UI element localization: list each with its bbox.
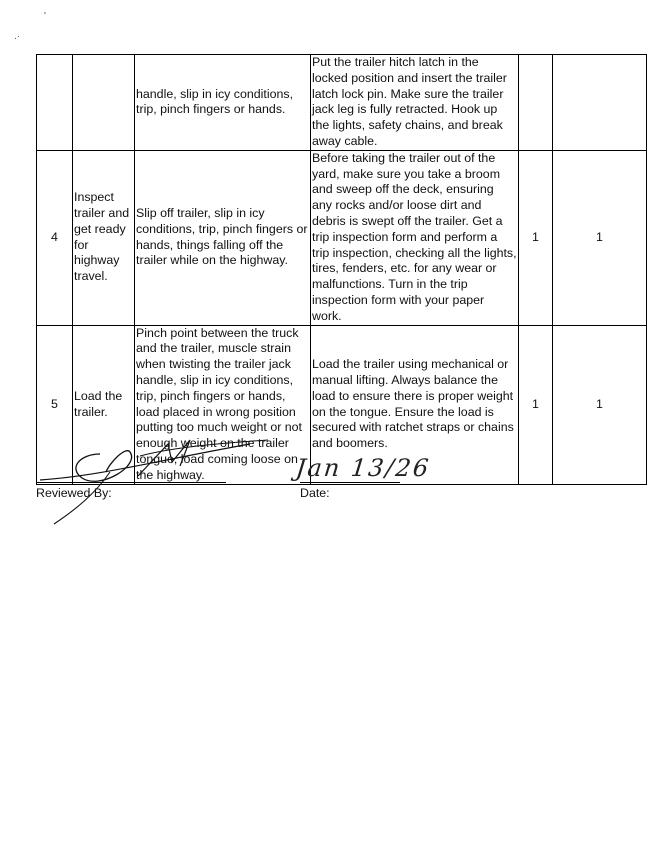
task-cell: Load the trailer.	[73, 325, 135, 484]
step-number-cell: 4	[37, 150, 73, 325]
controls-cell: Put the trailer hitch latch in the locked position and insert the trailer latch lock pin. Make sure the trailer jack leg is fully retracted. Hook up the lights, safety chains, and break away cable.	[311, 55, 519, 151]
scan-speck: '	[44, 11, 46, 22]
date-line	[300, 482, 400, 483]
hazards-cell: Slip off trailer, slip in icy conditions, trip, pinch fingers or hands, things falling off the trailer while on the highway.	[135, 150, 311, 325]
step-number-cell	[37, 55, 73, 151]
scan-speck: .·	[14, 31, 21, 42]
hazards-cell: handle, slip in icy conditions, trip, pinch fingers or hands.	[135, 55, 311, 151]
reviewed-by-label: Reviewed By:	[36, 486, 112, 500]
rating-cell	[519, 55, 553, 151]
controls-cell: Before taking the trailer out of the yard, make sure you take a broom and sweep off the deck, ensuring any rocks and/or loose dirt and debris is swept off the trailer. Get a trip inspection form and perform a trip inspection, checking all the lights, tires, fenders, etc. for any wear or malfunctions. Turn in the trip inspection form with your paper work.	[311, 150, 519, 325]
task-cell: Inspect trailer and get ready for highway travel.	[73, 150, 135, 325]
task-cell	[73, 55, 135, 151]
reviewed-by-line	[36, 482, 226, 483]
rating-cell: 1	[553, 325, 647, 484]
handwritten-date: Jan 13/26	[294, 454, 432, 482]
rating-cell: 1	[519, 325, 553, 484]
hazards-cell: Pinch point between the truck and the trailer, muscle strain when twisting the trailer jack handle, slip in icy conditions, trip, pinch fingers or hands, load placed in wrong position putting too much weight or not enough weight on the trailer tongue, load coming loose on the highway.	[135, 325, 311, 484]
rating-cell: 1	[553, 150, 647, 325]
table-row	[37, 150, 647, 325]
controls-cell: Load the trailer using mechanical or manual lifting. Always balance the load to ensure there is proper weight on the tongue. Ensure the load is secured with ratchet straps or chains and boomers.	[311, 325, 519, 484]
rating-cell: 1	[519, 150, 553, 325]
hazard-assessment-table	[36, 54, 647, 485]
rating-cell	[553, 55, 647, 151]
step-number-cell: 5	[37, 325, 73, 484]
date-label: Date:	[300, 486, 330, 500]
table-row	[37, 55, 647, 151]
